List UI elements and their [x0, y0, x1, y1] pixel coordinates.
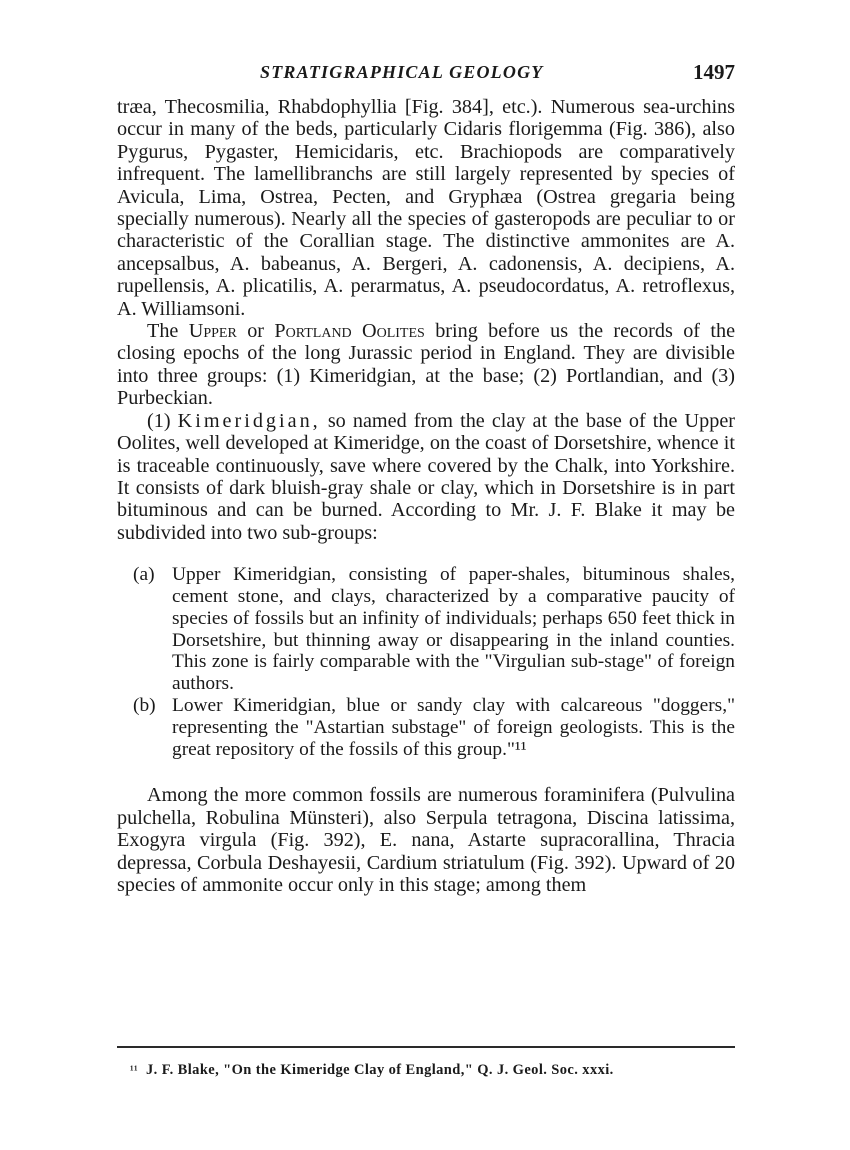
subgroup-label: (a) [133, 564, 155, 586]
footnote-text: J. F. Blake, "On the Kimeridge Clay of England," Q. J. Geol. Soc. xxxi. [146, 1062, 614, 1078]
subgroup-text: Upper Kimeridgian, consisting of paper-shales, bituminous shales, cement stone, and clays, characterized by a comparative paucity of species of fossils but an infinity of individuals; perhaps 650 feet thick in Dorsetshire, but thinning away or disappearing in the inland counties. This zone is fairly comparable with the "Virgulian sub-stage" of foreign authors. [172, 564, 735, 695]
upper-oolites-text: bring before us the records of the closing epochs of the long Jurassic period in England. They are divisible into three groups: (1) Kimeridgian, at the base; (2) Portlandian, and (3) Purbeckian. [117, 320, 736, 410]
page-number: 1497 [693, 60, 735, 84]
subgroup-text: Lower Kimeridgian, blue or sandy clay with calcareous "doggers," representing the "Astartian substage" of foreign geologists. This is the great repository of the fossils of this group."¹¹ [172, 694, 735, 760]
running-title: STRATIGRAPHICAL GEOLOGY [260, 62, 544, 82]
subgroup-item-upper [117, 564, 735, 695]
kimeridgian-term: Kimeridgian, [177, 409, 321, 432]
footnote-mark: ¹¹ [130, 1063, 138, 1077]
upper-oolites-lead: The [147, 320, 179, 343]
footnote [130, 1062, 730, 1079]
paragraph-kimeridgian [117, 410, 735, 544]
portland-oolites-term: Portland Oolites [274, 320, 425, 343]
subgroup-list [117, 564, 735, 760]
kimeridgian-number: (1) [147, 409, 171, 432]
paragraph-upper-oolites [117, 320, 735, 410]
or-word: or [247, 320, 265, 343]
subgroup-item-lower [117, 695, 735, 760]
upper-term: Upper [188, 320, 237, 343]
paragraph-common-fossils: Among the more common fossils are numerous foraminifera (Pulvulina pulchella, Robulina Münsteri), also Serpula tetragona, Discina latissima, Exogyra virgula (Fig. 392), E. nana, Astarte supracorallina, Thracia depressa, Corbula Deshayesii, Cardium striatulum (Fig. 392). Upward of 20 species of ammonite occur only in this stage; among them [117, 784, 735, 896]
footnote-divider [117, 1046, 735, 1048]
running-head [117, 56, 735, 96]
paragraph-corallian-fossils: træa, Thecosmilia, Rhabdophyllia [Fig. 384], etc.). Numerous sea-urchins occur in many of the beds, particularly Cidaris florigemma (Fig. 386), also Pygurus, Pygaster, Hemicidaris, etc. Brachiopods are comparatively infrequent. The lamellibranchs are still largely represented by species of Avicula, Lima, Ostrea, Pecten, and Gryphæa (Ostrea gregaria being specially numerous). Nearly all the species of gasteropods are peculiar to or characteristic of the Corallian stage. The distinctive ammonites are A. ancepsalbus, A. babeanus, A. Bergeri, A. cadonensis, A. decipiens, A. rupellensis, A. plicatilis, A. perarmatus, A. pseudocordatus, A. retroflexus, A. Williamsoni. [117, 96, 735, 320]
page [117, 56, 735, 896]
kimeridgian-text: so named from the clay at the base of the Upper Oolites, well developed at Kimeridge, on the coast of Dorsetshire, whence it is traceable continuously, save where covered by the Chalk, into Yorkshire. It consists of dark bluish-gray shale or clay, which in Dorsetshire is in part bituminous and can be burned. According to Mr. J. F. Blake it may be subdivided into two sub-groups: [117, 409, 736, 544]
body-text [117, 96, 735, 896]
subgroup-label: (b) [133, 694, 156, 716]
